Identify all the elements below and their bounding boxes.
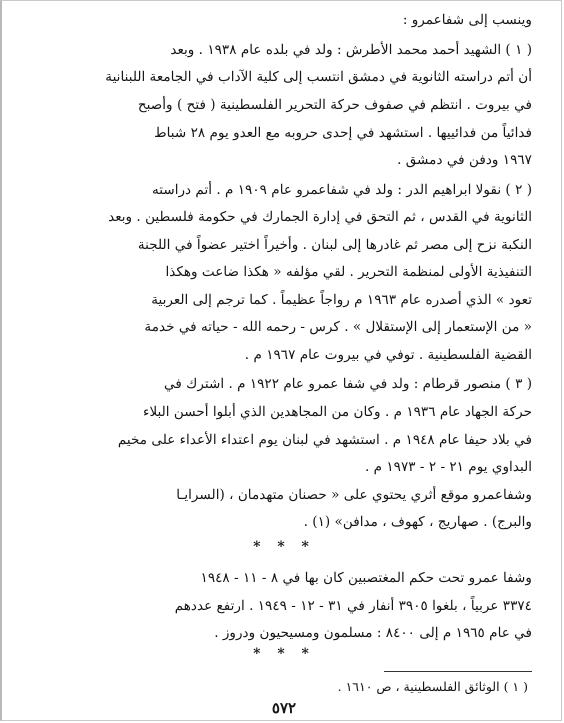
entry-2-text: النكبة نزح إلى مصر ثم غادرها إلى لبنان . وأخيراً اختير عضواً في اللجنة (137, 237, 532, 253)
entry-3-heading: ( ٣ ) منصور قرطام : ولد في شفا عمرو عام ١٩٢٢ م . اشترك في (164, 376, 532, 392)
entry-1-text: فدائياً من فدائييها . استشهد في إحدى حروبه مع العدو يوم ٢٨ شباط (154, 125, 532, 141)
footnote: ( ١ ) الوثائق الفلسطينية ، ص ١٦١٠ . (337, 679, 528, 694)
entry-1-text: في بيروت . انتظم في صفوف حركة التحرير الفلسطينية ( فتح ) وأصبح (137, 97, 532, 113)
entry-1-heading: ( ١ ) الشهيد أحمد محمد الأطرش : ولد في بلده عام ١٩٣٨ . وبعد (170, 42, 532, 58)
section-separator: * * * (253, 646, 315, 662)
page-number: ٥٧٢ (271, 699, 297, 717)
population-paragraph: ٣٣٧٤ عربياً ، بلغوا ٣٩٠٥ أنفار في ٣١ - ١٢ - ١٩٤٩ . ارتفع عددهم (174, 598, 532, 614)
entry-3-text: البداوي يوم ٢١ - ٢ - ١٩٧٣ م . (364, 459, 532, 475)
entry-2-text: القضية الفلسطينية . توفي في بيروت عام ١٩٦٧ م . (244, 347, 532, 363)
entry-1-text: أن أتم دراسته الثانوية في دمشق انتسب إلى كلية الآداب في الجامعة اللبنانية (105, 69, 532, 85)
entry-2-text: التنفيذية الأولى لمنظمة التحرير . لقي مؤلفه « هكذا ضاعت وهكذا (165, 264, 532, 280)
entry-2-text: الثانوية في القدس ، ثم التحق في إدارة الجمارك في حكومة فلسطين . وبعد (108, 209, 532, 225)
site-paragraph: والبرج) . صهاريج ، كهوف ، مدافن» (١) . (303, 514, 532, 530)
entry-2-heading: ( ٢ ) نقولا ابراهيم الدر : ولد في شفاعمرو عام ١٩٠٩ م . أتم دراسته (151, 182, 532, 198)
section-separator: * * * (253, 539, 315, 555)
entry-1-text: ١٩٦٧ ودفن في دمشق . (397, 152, 532, 168)
entry-2-text: تعود » الذي أصدره عام ١٩٦٣ م رواجاً عظيماً . كما ترجم إلى العربية (151, 292, 532, 308)
population-paragraph: وشفا عمرو تحت حكم المغتصبين كان بها في ٨ - ١١ - ١٩٤٨ (200, 570, 532, 586)
population-paragraph: في عام ١٩٦٥ م إلى ٨٤٠٠ : مسلمون ومسيحيون ودروز . (214, 625, 532, 641)
footnote-rule (384, 671, 532, 672)
intro-line: وينسب إلى شفاعمرو : (402, 12, 532, 28)
entry-2-text: « من الإستعمار إلى الإستقلال » . كرس - رحمه الله - حياته في خدمة (144, 319, 532, 335)
entry-3-text: حركة الجهاد عام ١٩٣٦ م . وكان من المجاهدين الذي أبلوا أحسن البلاء (143, 404, 532, 420)
site-paragraph: وشفاعمرو موقع أثري يحتوي على « حصنان متهدمان ، (السرايـا (176, 487, 532, 503)
book-page (36, 5, 532, 717)
entry-3-text: في بلاد حيفا عام ١٩٤٨ م . استشهد في لبنان يوم اعتداء الأعداء على مخيم (117, 432, 532, 448)
